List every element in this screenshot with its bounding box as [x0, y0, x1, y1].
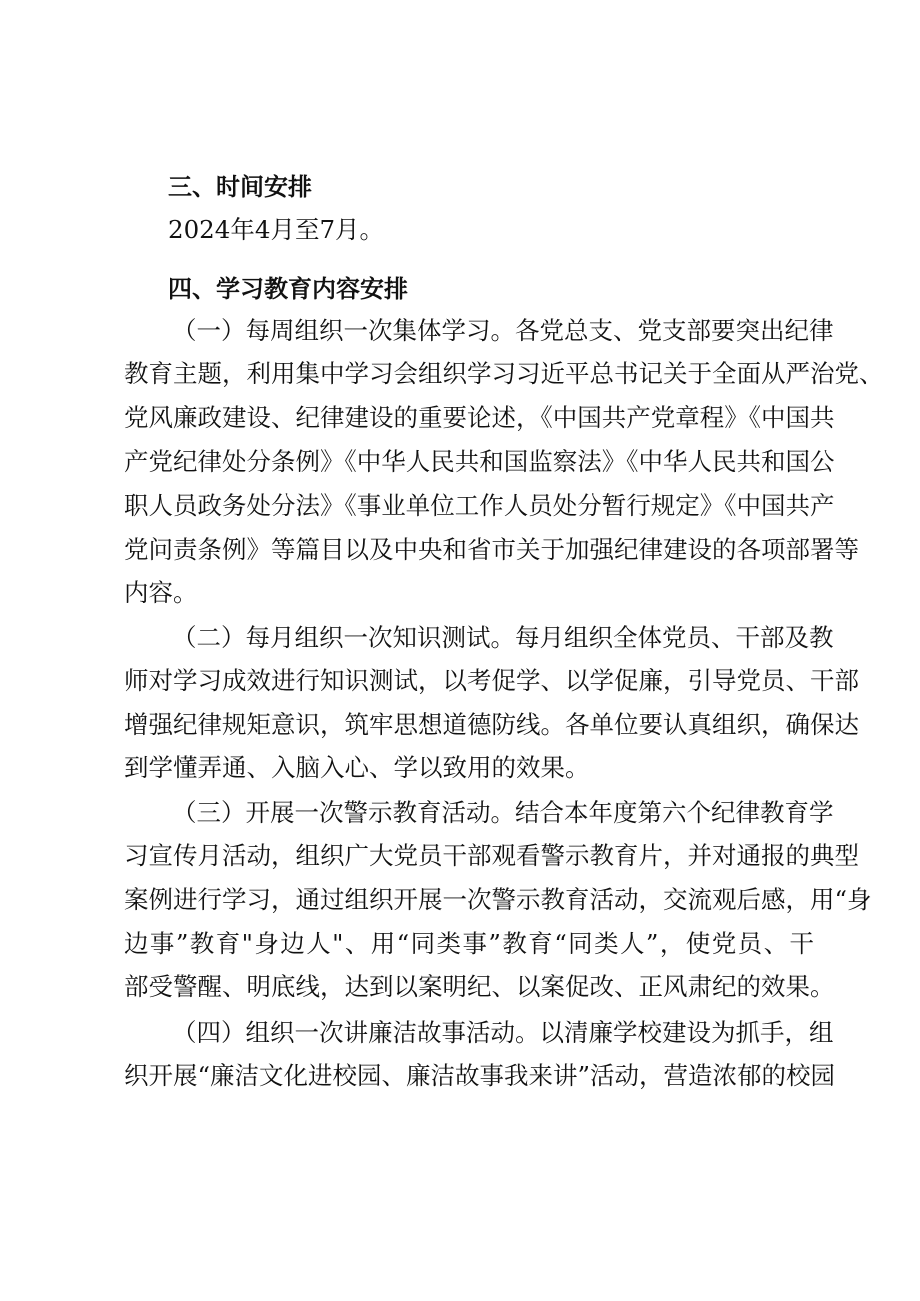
- paragraph-1-line: 产党纪律处分条例》《中华人民共和国监察法》《中华人民共和国公: [124, 447, 835, 476]
- section-4-heading: 四、学习教育内容安排: [168, 275, 408, 303]
- paragraph-4-line: （四）组织一次讲廉洁故事活动。以清廉学校建设为抓手，组: [172, 1018, 834, 1047]
- paragraph-1-line: 党风廉政建设、纪律建设的重要论述，《中国共产党章程》《中国共: [124, 403, 835, 432]
- paragraph-1-line: 职人员政务处分法》《事业单位工作人员处分暂行规定》《中国共产: [124, 491, 835, 520]
- paragraph-1-line: 内容。: [124, 578, 198, 607]
- paragraph-3-line: 习宣传月活动，组织广大党员干部观看警示教育片，并对通报的典型: [124, 841, 859, 870]
- paragraph-2-line: 增强纪律规矩意识，筑牢思想道德防线。各单位要认真组织，确保达: [124, 710, 859, 739]
- section-3-heading: 三、时间安排: [168, 173, 312, 201]
- paragraph-2-line: 到学懂弄通、入脑入心、学以致用的效果。: [124, 753, 590, 782]
- section-3-date: 2024年4月至7月。: [168, 215, 385, 244]
- paragraph-2-line: （二）每月组织一次知识测试。每月组织全体党员、干部及教: [172, 623, 834, 652]
- paragraph-3-line: 边事”教育"身边人"、用“同类事”教育“同类人”，使党员、干: [124, 929, 814, 958]
- paragraph-3-line: 部受警醒、明底线，达到以案明纪、以案促改、正风肃纪的效果。: [124, 972, 835, 1001]
- paragraph-4-line: 织开展“廉洁文化进校园、廉洁故事我来讲”活动，营造浓郁的校园: [124, 1061, 836, 1090]
- paragraph-3-line: 案例进行学习，通过组织开展一次警示教育活动，交流观后感，用“身: [124, 885, 872, 914]
- paragraph-1-line: 党问责条例》等篇目以及中央和省市关于加强纪律建设的各项部署等: [124, 535, 859, 564]
- paragraph-1-line: （一）每周组织一次集体学习。各党总支、党支部要突出纪律: [172, 316, 834, 345]
- paragraph-2-line: 师对学习成效进行知识测试，以考促学、以学促廉，引导党员、干部: [124, 666, 859, 695]
- paragraph-1-line: 教育主题，利用集中学习会组织学习习近平总书记关于全面从严治党、: [124, 359, 884, 388]
- paragraph-3-line: （三）开展一次警示教育活动。结合本年度第六个纪律教育学: [172, 798, 834, 827]
